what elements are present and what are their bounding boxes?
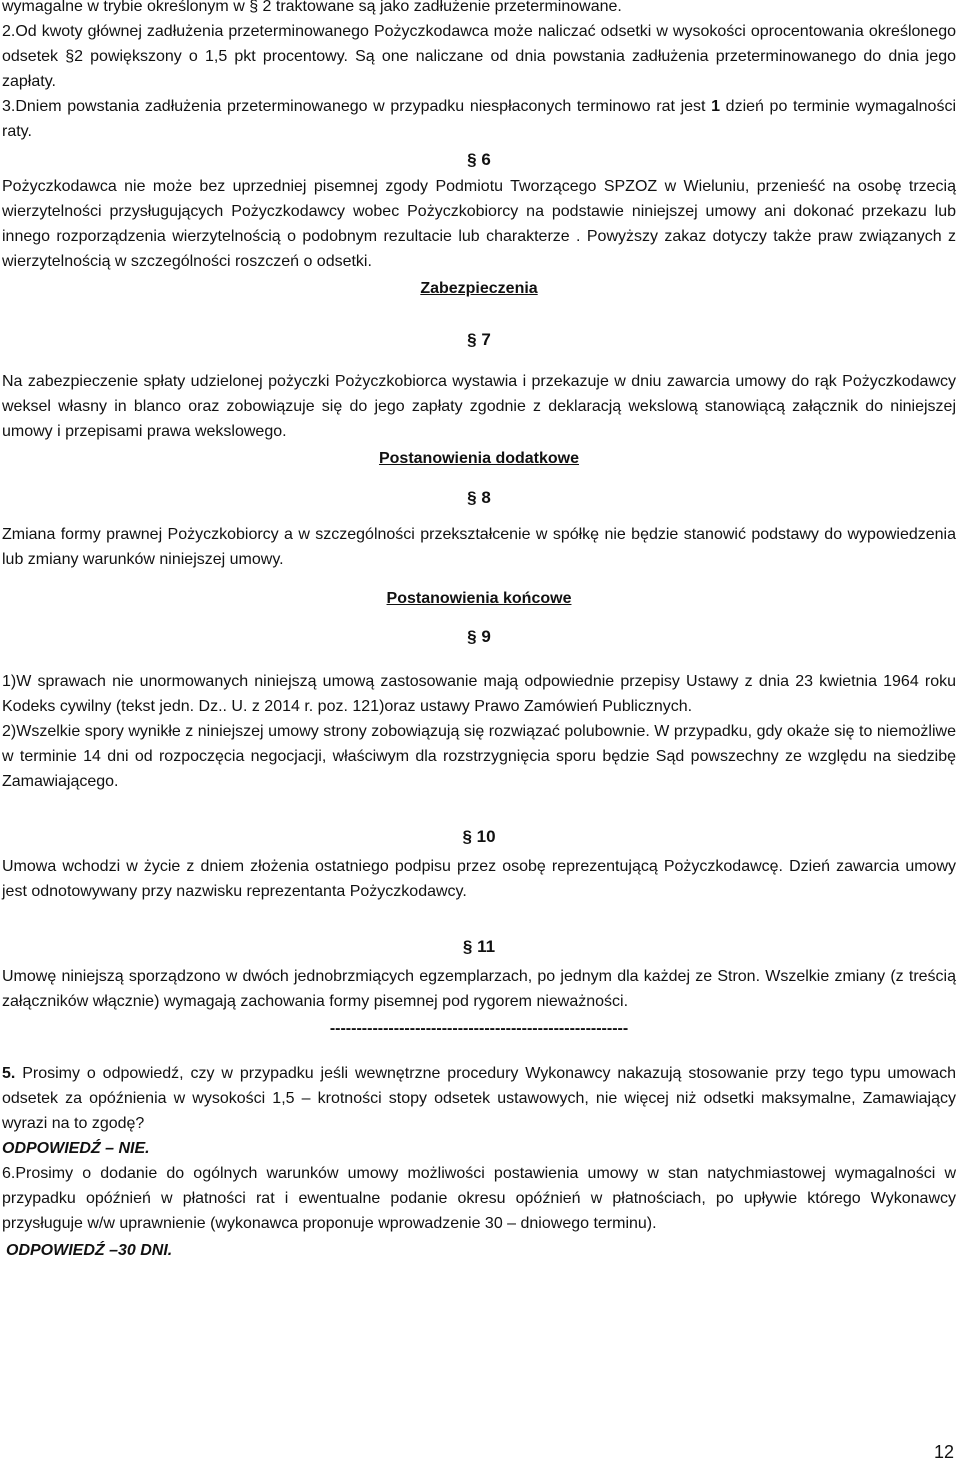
paragraph-6: Pożyczkodawca nie może bez uprzedniej pisemnej zgody Podmiotu Tworzącego SPZOZ w Wieluniu, przenieść na osobę trzecią wierzytelności przysługujących Pożyczkodawcy wobec Pożyczkobiorcy na podstawie niniejszej umowy ani dokonać przekazu lub innego rozporządzenia wierzytelnością o podobnym rezultacie lub charakterze . Powyższy zakaz dotyczy także praw związanych z wierzytelnością w szczególności roszczeń o odsetki.	[2, 178, 956, 270]
paragraph-8: Zmiana formy prawnej Pożyczkobiorcy a w szczególności przekształcenie w spółkę nie będzie stanowić podstawy do wypowiedzenia lub zmiany warunków niniejszej umowy.	[2, 526, 956, 568]
dashed-separator: --------------------------------------------------------	[329, 1020, 629, 1037]
paragraph-9-2: 2)Wszelkie spory wynikłe z niniejszej umowy strony zobowiązują się rozwiązać polubownie. W przypadku, gdy okaże się to niemożliwe w terminie 14 dni od rozpoczęcia negocjacji, właściwym dla rozstrzygnięcia sporu będzie Sąd powszechny ze względu na siedzibę Zamawiającego.	[2, 723, 956, 790]
section-11-heading: § 11	[462, 937, 496, 956]
section-9-heading: § 9	[467, 627, 491, 646]
question-5-text: Prosimy o odpowiedź, czy w przypadku jeśli wewnętrzne procedury Wykonawcy nakazują stosowanie przy tego typu umowach odsetek za opóźnienia w wysokości 1,5 – krotności stopy odsetek ustawowych, nie więcej niż odsetki maksymalne, Zamawiający wyrazi na to zgodę?	[2, 1065, 956, 1132]
paragraph-7: Na zabezpieczenie spłaty udzielonej pożyczki Pożyczkobiorca wystawia i przekazuje w dniu zawarcia umowy do rąk Pożyczkodawcy weksel własny in blanco oraz zobowiązuje się do jego zapłaty zgodnie z deklaracją wekslową stanowiącą załącznik do niniejszej umowy i przepisami prawa wekslowego.	[2, 373, 956, 440]
answer-6: ODPOWIEDŹ –30 DNI.	[6, 1242, 173, 1259]
paragraph-5-3	[2, 94, 956, 144]
paragraph-5-3-days: 1	[711, 98, 721, 115]
section-8-heading: § 8	[467, 488, 491, 507]
question-5-number: 5.	[2, 1065, 16, 1082]
question-6: 6.Prosimy o dodanie do ogólnych warunków umowy możliwości postawienia umowy w stan natychmiastowej wymagalności w przypadku opóźnień w płatności rat i ewentualne podanie okresu opóźnień w płatnościach, po upływie którego Wykonawcy przysługuje w/w uprawnienie (wykonawca proponuje wprowadzenie 30 – dniowego terminu).	[2, 1165, 956, 1232]
paragraph-5-3-text-a: 3.Dniem powstania zadłużenia przeterminowanego w przypadku niespłaconych terminowo rat jest	[2, 98, 712, 115]
text-line-continuation: wymagalne w trybie określonym w § 2 traktowane są jako zadłużenie przeterminowane.	[2, 0, 622, 15]
section-6-heading: § 6	[467, 150, 491, 169]
paragraph-10: Umowa wchodzi w życie z dniem złożenia ostatniego podpisu przez osobę reprezentującą Pożyczkodawcę. Dzień zawarcia umowy jest odnotowywany przy nazwisku reprezentanta Pożyczkodawcy.	[2, 858, 956, 900]
question-5	[2, 1061, 956, 1136]
answer-5: ODPOWIEDŹ – NIE.	[2, 1140, 150, 1157]
heading-zabezpieczenia: Zabezpieczenia	[420, 280, 538, 297]
heading-postanowienia-dodatkowe: Postanowienia dodatkowe	[378, 450, 580, 467]
section-7-heading: § 7	[467, 330, 491, 349]
paragraph-9-1: 1)W sprawach nie unormowanych niniejszą umową zastosowanie mają odpowiednie przepisy Ustawy z dnia 23 kwietnia 1964 roku Kodeks cywilny (tekst jedn. Dz.. U. z 2014 r. poz. 121)oraz ustawy Prawo Zamówień Publicznych.	[2, 673, 956, 715]
paragraph-5-3-text-c: dzień po terminie wymagalności raty.	[2, 98, 956, 140]
page-number: 12	[933, 1442, 954, 1462]
heading-postanowienia-koncowe: Postanowienia końcowe	[386, 590, 572, 607]
section-10-heading: § 10	[462, 827, 496, 846]
paragraph-11: Umowę niniejszą sporządzono w dwóch jednobrzmiących egzemplarzach, po jednym dla każdej ze Stron. Wszelkie zmiany (z treścią załączników włącznie) wymagają zachowania formy pisemnej pod rygorem nieważności.	[2, 968, 956, 1010]
paragraph-5-2: 2.Od kwoty głównej zadłużenia przeterminowanego Pożyczkodawca może naliczać odsetki w wysokości oprocentowania określonego odsetek §2 powiększony o 1,5 pkt procentowy. Są one naliczane od dnia powstania zadłużenia przeterminowanego do dnia jego zapłaty.	[2, 23, 956, 90]
